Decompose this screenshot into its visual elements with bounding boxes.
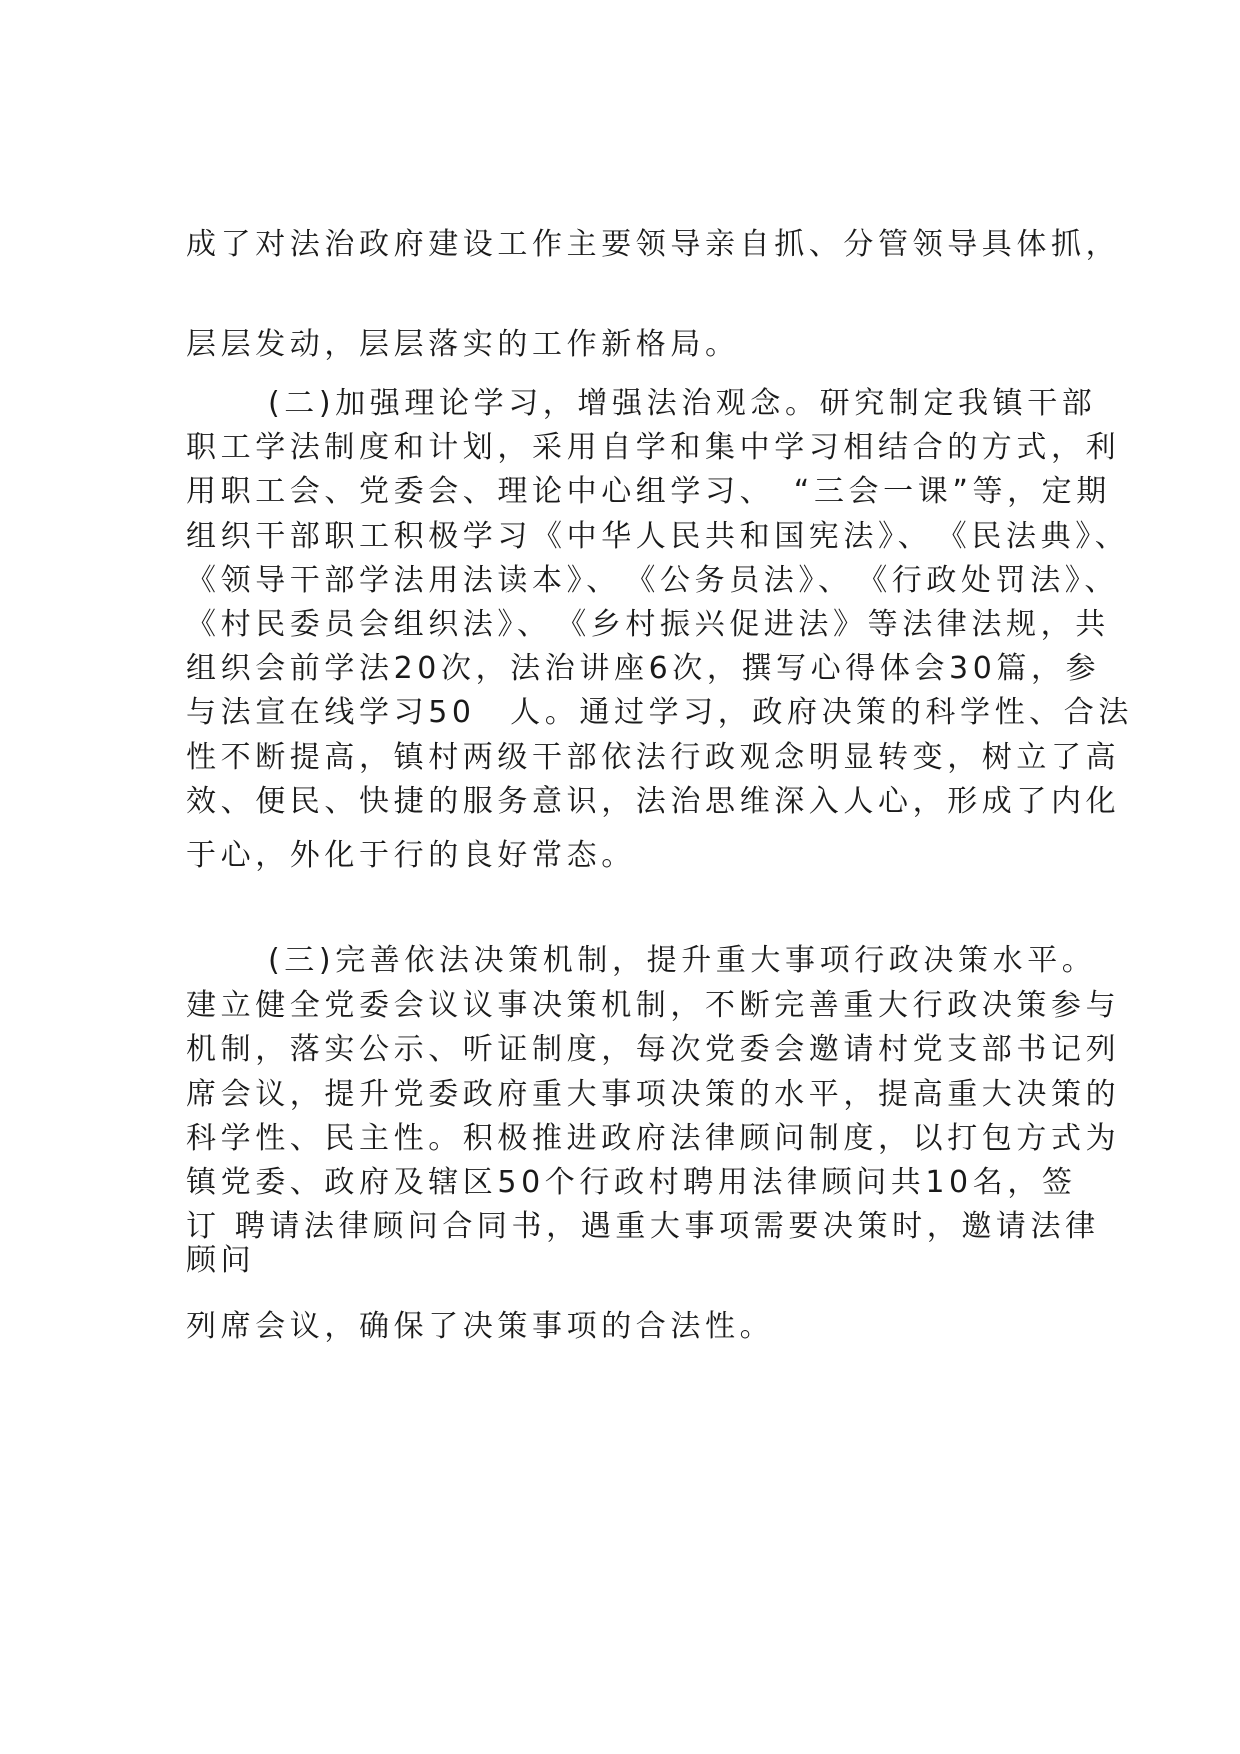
text-line: 于心，外化于行的良好常态。 xyxy=(186,838,636,873)
text-line: 组织会前学法20次，法治讲座6次，撰写心得体会30篇，参 xyxy=(186,651,1101,686)
text-line: 机制，落实公示、听证制度，每次党委会邀请村党支部书记列 xyxy=(186,1032,1121,1067)
text-line: 订 聘请法律顾问合同书，遇重大事项需要决策时，邀请法律 xyxy=(186,1209,1100,1244)
text-line: 性不断提高，镇村两级干部依法行政观念明显转变，树立了高 xyxy=(186,740,1121,775)
text-line: 成了对法治政府建设工作主要领导亲自抓、分管领导具体抓， xyxy=(186,227,1121,262)
text-line: 用职工会、党委会、理论中心组学习、 “三会一课”等，定期 xyxy=(186,474,1111,509)
section-heading-line: (二)加强理论学习，增强法治观念。研究制定我镇干部 xyxy=(268,386,1097,421)
text-line: 《领导干部学法用法读本》、 《公务员法》、 《行政处罚法》、 xyxy=(186,563,1119,598)
text-line: 与法宣在线学习50 人。通过学习，政府决策的科学性、合法 xyxy=(186,695,1133,730)
text-line: 科学性、民主性。积极推进政府法律顾问制度，以打包方式为 xyxy=(186,1121,1121,1156)
text-line: 职工学法制度和计划，采用自学和集中学习相结合的方式，利 xyxy=(186,430,1121,465)
text-line: 列席会议，确保了决策事项的合法性。 xyxy=(186,1309,775,1344)
text-line: 效、便民、快捷的服务意识，法治思维深入人心，形成了内化 xyxy=(186,784,1121,819)
text-line: 顾问 xyxy=(186,1243,256,1278)
text-line: 建立健全党委会议议事决策机制，不断完善重大行政决策参与 xyxy=(186,988,1121,1023)
text-line: 层层发动，层层落实的工作新格局。 xyxy=(186,327,740,362)
text-line: 席会议，提升党委政府重大事项决策的水平，提高重大决策的 xyxy=(186,1077,1121,1112)
text-line: 镇党委、政府及辖区50个行政村聘用法律顾问共10名，签 xyxy=(186,1165,1077,1200)
section-heading-line: (三)完善依法决策机制，提升重大事项行政决策水平。 xyxy=(268,943,1097,978)
text-line: 《村民委员会组织法》、 《乡村振兴促进法》等法律法规，共 xyxy=(186,607,1110,642)
text-line: 组织干部职工积极学习《中华人民共和国宪法》、 《民法典》、 xyxy=(186,519,1130,554)
